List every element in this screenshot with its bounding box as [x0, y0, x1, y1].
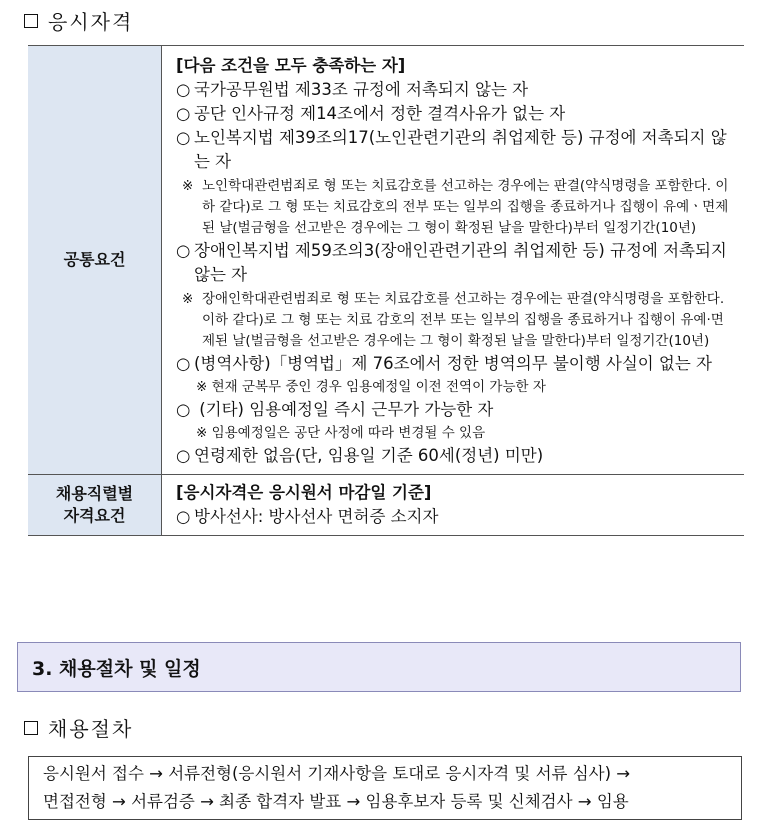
- section-title-bar: [17, 642, 741, 692]
- list-item-text: 공단 인사규정 제14조에서 정한 결격사유가 없는 자: [194, 104, 566, 123]
- qualification-heading-text: 응시자격: [48, 10, 134, 34]
- common-requirements-row: [28, 46, 744, 475]
- process-line: 면접전형 → 서류검증 → 최종 합격자 발표 → 임용후보자 등록 및 신체검사 → 임용: [43, 792, 629, 811]
- job-label-line1: 채용직렬별: [55, 484, 134, 503]
- checkbox-square-icon: [24, 721, 38, 735]
- circle-bullet-icon: ○: [176, 400, 191, 419]
- common-requirements-label: [28, 46, 162, 475]
- qualification-table: [28, 45, 744, 536]
- list-item-text: 장애인복지법 제59조의3(장애인관련기관의 취업제한 등) 규정에 저촉되지 않는 자: [194, 241, 727, 284]
- reference-mark-icon: ※: [182, 178, 194, 194]
- note-text: ※ 현재 군복무 중인 경우 임용예정일 이전 전역이 가능한 자: [196, 379, 546, 395]
- checkbox-square-icon: [24, 14, 38, 28]
- list-item-text: 연령제한 없음(단, 임용일 기준 60세(정년) 미만): [194, 446, 544, 465]
- process-heading: [24, 713, 133, 742]
- process-box: [28, 756, 742, 820]
- note: [176, 176, 736, 239]
- job-label-line2: 자격요건: [63, 506, 126, 525]
- process-line: 응시원서 접수 → 서류전형(응시원서 기재사항을 토대로 응시자격 및 서류 심사) →: [43, 764, 631, 783]
- list-item-text: (병역사항)「병역법」제 76조에서 정한 병역의무 불이행 사실이 없는 자: [194, 354, 712, 373]
- circle-bullet-icon: ○: [176, 80, 191, 99]
- list-item: [176, 239, 736, 287]
- section-title: 3. 채용절차 및 일정: [32, 657, 201, 680]
- list-item: [176, 352, 736, 376]
- circle-bullet-icon: ○: [176, 241, 191, 260]
- circle-bullet-icon: ○: [176, 507, 191, 526]
- circle-bullet-icon: ○: [176, 354, 191, 373]
- process-heading-text: 채용절차: [48, 717, 134, 741]
- list-item-text: 방사선사: 방사선사 면허증 소지자: [194, 507, 439, 526]
- circle-bullet-icon: ○: [176, 128, 191, 147]
- list-item-text: 국가공무원법 제33조 규정에 저촉되지 않는 자: [194, 80, 529, 99]
- job-requirements-label: [28, 475, 162, 536]
- reference-mark-icon: ※: [182, 291, 194, 307]
- note-text: 장애인학대관련범죄로 형 또는 치료감호를 선고하는 경우에는 판결(약식명령을 포함한다. 이하 같다)로 그 형 또는 치료 감호의 전부 또는 일부의 집행을 종료하거나 집행이 유예·면제된 날(벌금형을 선고받은 경우에는 그 형이 확정된 날을 말한다)부터 일정기간(10년): [202, 291, 725, 349]
- note-text: 노인학대관련범죄로 형 또는 치료감호를 선고하는 경우에는 판결(약식명령을 포함한다. 이하 같다)로 그 형 또는 치료감호의 전부 또는 일부의 집행을 종료하거나 집행이 유예ㆍ면제된 날(벌금형을 선고받은 경우에는 그 형이 확정된 날을 말한다)부터 일정기간(10년): [202, 178, 729, 236]
- list-item: [176, 444, 736, 468]
- job-intro: [응시자격은 응시원서 마감일 기준]: [176, 483, 432, 502]
- common-label-text: 공통요건: [63, 250, 126, 269]
- list-item-text: 노인복지법 제39조의17(노인관련기관의 취업제한 등) 규정에 저촉되지 않는 자: [194, 128, 727, 171]
- qualification-heading: [24, 6, 133, 35]
- common-intro: [다음 조건을 모두 충족하는 자]: [176, 56, 406, 75]
- list-item-text: (기타) 임용예정일 즉시 근무가 가능한 자: [194, 400, 494, 419]
- circle-bullet-icon: ○: [176, 104, 191, 123]
- list-item: [176, 126, 736, 174]
- note-text: ※ 임용예정일은 공단 사정에 따라 변경될 수 있음: [196, 425, 486, 441]
- list-item: [176, 78, 736, 102]
- common-requirements-content: [162, 46, 745, 475]
- job-requirements-row: [28, 475, 744, 536]
- list-item: [176, 398, 736, 422]
- list-item: [176, 102, 736, 126]
- note: [176, 289, 736, 352]
- job-requirements-content: [162, 475, 745, 536]
- list-item: [176, 505, 736, 529]
- circle-bullet-icon: ○: [176, 446, 191, 465]
